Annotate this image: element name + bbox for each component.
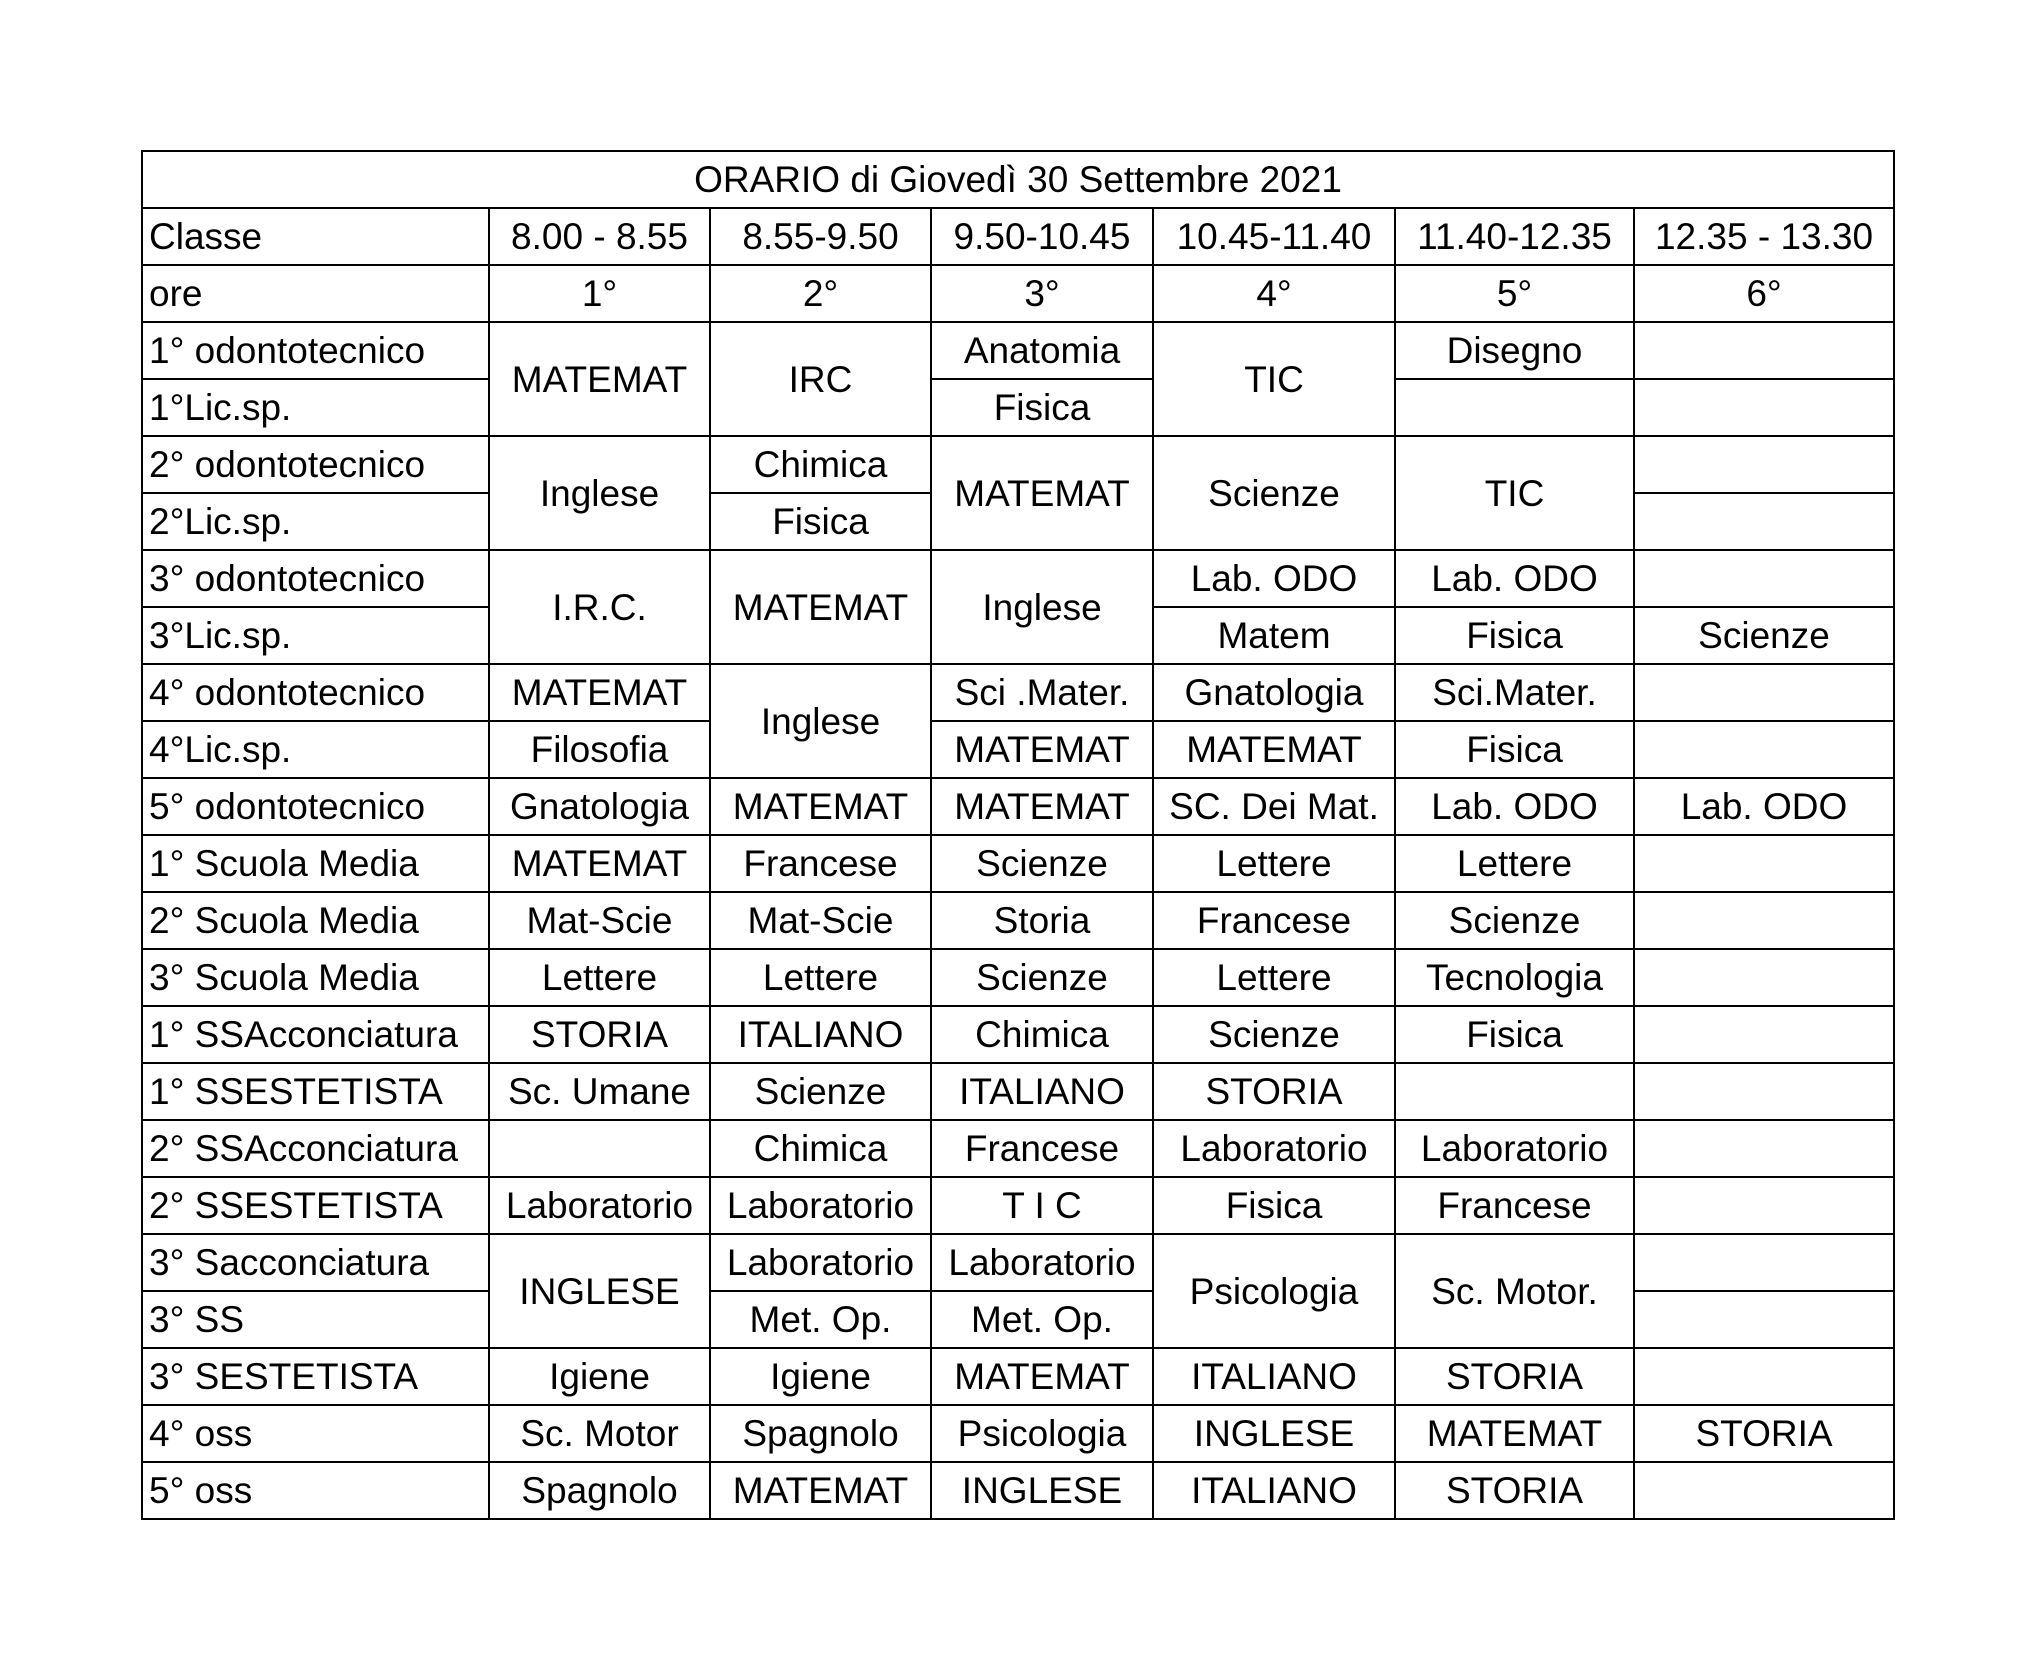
subject-cell: ITALIANO bbox=[931, 1063, 1153, 1120]
class-row bbox=[142, 379, 1894, 436]
subject-cell: Laboratorio bbox=[710, 1177, 931, 1234]
subject-cell: STORIA bbox=[1395, 1462, 1634, 1519]
subject-cell: IRC bbox=[710, 322, 931, 436]
subject-cell: Laboratorio bbox=[1395, 1120, 1634, 1177]
subject-cell bbox=[1634, 1234, 1894, 1291]
subject-cell: ITALIANO bbox=[1153, 1462, 1395, 1519]
subject-cell: ITALIANO bbox=[1153, 1348, 1395, 1405]
subject-cell bbox=[1634, 1120, 1894, 1177]
subject-cell bbox=[1634, 1291, 1894, 1348]
subject-cell: Spagnolo bbox=[710, 1405, 931, 1462]
subject-cell: Sc. Motor bbox=[489, 1405, 710, 1462]
subject-cell: Chimica bbox=[931, 1006, 1153, 1063]
class-row bbox=[142, 322, 1894, 379]
subject-cell bbox=[1395, 1063, 1634, 1120]
subject-cell: ITALIANO bbox=[710, 1006, 931, 1063]
subject-cell bbox=[1634, 1177, 1894, 1234]
hour-number: 1° bbox=[489, 265, 710, 322]
time-slot-header: 10.45-11.40 bbox=[1153, 208, 1395, 265]
subject-cell: Fisica bbox=[1395, 607, 1634, 664]
subject-cell: Disegno bbox=[1395, 322, 1634, 379]
class-name: 3° Scuola Media bbox=[142, 949, 489, 1006]
subject-cell bbox=[1634, 721, 1894, 778]
class-name: 2° odontotecnico bbox=[142, 436, 489, 493]
subject-cell: Scienze bbox=[1153, 436, 1395, 550]
header-row bbox=[142, 208, 1894, 265]
subject-cell: Psicologia bbox=[931, 1405, 1153, 1462]
subject-cell: Sci .Mater. bbox=[931, 664, 1153, 721]
time-slot-header: 11.40-12.35 bbox=[1395, 208, 1634, 265]
subject-cell: MATEMAT bbox=[489, 664, 710, 721]
subject-cell: MATEMAT bbox=[489, 322, 710, 436]
class-column-header: Classe bbox=[142, 208, 489, 265]
class-row bbox=[142, 664, 1894, 721]
subject-cell: Lab. ODO bbox=[1395, 550, 1634, 607]
subject-cell: Gnatologia bbox=[489, 778, 710, 835]
time-slot-header: 8.55-9.50 bbox=[710, 208, 931, 265]
subject-cell: Scienze bbox=[1395, 892, 1634, 949]
hour-row-label: ore bbox=[142, 265, 489, 322]
class-row bbox=[142, 778, 1894, 835]
class-name: 4° oss bbox=[142, 1405, 489, 1462]
subject-cell bbox=[1634, 1063, 1894, 1120]
subject-cell: Mat-Scie bbox=[489, 892, 710, 949]
hour-number: 4° bbox=[1153, 265, 1395, 322]
subject-cell: Laboratorio bbox=[710, 1234, 931, 1291]
page-title: ORARIO di Giovedì 30 Settembre 2021 bbox=[142, 151, 1894, 208]
class-name: 3° Sacconciatura bbox=[142, 1234, 489, 1291]
subject-cell: Fisica bbox=[1153, 1177, 1395, 1234]
subject-cell: Scienze bbox=[931, 949, 1153, 1006]
subject-cell: INGLESE bbox=[1153, 1405, 1395, 1462]
subject-cell: Scienze bbox=[931, 835, 1153, 892]
subject-cell bbox=[1634, 322, 1894, 379]
subject-cell: Inglese bbox=[710, 664, 931, 778]
subject-cell: Lab. ODO bbox=[1395, 778, 1634, 835]
subject-cell: Filosofia bbox=[489, 721, 710, 778]
class-name: 5° odontotecnico bbox=[142, 778, 489, 835]
subject-cell: Chimica bbox=[710, 436, 931, 493]
subject-cell: Fisica bbox=[931, 379, 1153, 436]
subject-cell: MATEMAT bbox=[710, 550, 931, 664]
subject-cell: STORIA bbox=[1395, 1348, 1634, 1405]
title-row bbox=[142, 151, 1894, 208]
subject-cell bbox=[1634, 892, 1894, 949]
subject-cell: MATEMAT bbox=[710, 778, 931, 835]
subject-cell: Lettere bbox=[489, 949, 710, 1006]
hour-number: 6° bbox=[1634, 265, 1894, 322]
subject-cell: Inglese bbox=[489, 436, 710, 550]
subject-cell: Francese bbox=[931, 1120, 1153, 1177]
subject-cell bbox=[1634, 1006, 1894, 1063]
subject-cell: Sc. Umane bbox=[489, 1063, 710, 1120]
class-name: 3° SS bbox=[142, 1291, 489, 1348]
subject-cell: MATEMAT bbox=[710, 1462, 931, 1519]
subject-cell bbox=[1634, 1348, 1894, 1405]
subject-cell: TIC bbox=[1153, 322, 1395, 436]
subject-cell: STORIA bbox=[1153, 1063, 1395, 1120]
subject-cell: Fisica bbox=[710, 493, 931, 550]
subject-cell bbox=[489, 1120, 710, 1177]
class-row bbox=[142, 835, 1894, 892]
subject-cell: STORIA bbox=[489, 1006, 710, 1063]
class-row bbox=[142, 1177, 1894, 1234]
subject-cell: T I C bbox=[931, 1177, 1153, 1234]
subject-cell: Scienze bbox=[1634, 607, 1894, 664]
subject-cell: Sci.Mater. bbox=[1395, 664, 1634, 721]
subject-cell: INGLESE bbox=[489, 1234, 710, 1348]
time-slot-header: 8.00 - 8.55 bbox=[489, 208, 710, 265]
subject-cell: Matem bbox=[1153, 607, 1395, 664]
subject-cell: Laboratorio bbox=[931, 1234, 1153, 1291]
subject-cell bbox=[1634, 493, 1894, 550]
class-row bbox=[142, 1234, 1894, 1291]
subject-cell: Laboratorio bbox=[1153, 1120, 1395, 1177]
class-name: 1° odontotecnico bbox=[142, 322, 489, 379]
subject-cell: INGLESE bbox=[931, 1462, 1153, 1519]
class-name: 3° SESTETISTA bbox=[142, 1348, 489, 1405]
subject-cell: Mat-Scie bbox=[710, 892, 931, 949]
subject-cell: Lettere bbox=[710, 949, 931, 1006]
subject-cell: Igiene bbox=[710, 1348, 931, 1405]
subject-cell: Inglese bbox=[931, 550, 1153, 664]
subject-cell: Sc. Motor. bbox=[1395, 1234, 1634, 1348]
class-name: 2° SSESTETISTA bbox=[142, 1177, 489, 1234]
subject-cell: Scienze bbox=[1153, 1006, 1395, 1063]
time-slot-header: 12.35 - 13.30 bbox=[1634, 208, 1894, 265]
class-row bbox=[142, 436, 1894, 493]
subject-cell: I.R.C. bbox=[489, 550, 710, 664]
subject-cell: STORIA bbox=[1634, 1405, 1894, 1462]
subject-cell bbox=[1634, 379, 1894, 436]
subject-cell: TIC bbox=[1395, 436, 1634, 550]
subject-cell bbox=[1634, 436, 1894, 493]
subject-cell: SC. Dei Mat. bbox=[1153, 778, 1395, 835]
subject-cell: MATEMAT bbox=[931, 721, 1153, 778]
subject-cell: Lettere bbox=[1153, 949, 1395, 1006]
subject-cell: Lab. ODO bbox=[1634, 778, 1894, 835]
subject-cell: Laboratorio bbox=[489, 1177, 710, 1234]
class-name: 2° Scuola Media bbox=[142, 892, 489, 949]
subject-cell: Francese bbox=[1395, 1177, 1634, 1234]
subject-cell: Lettere bbox=[1395, 835, 1634, 892]
class-row bbox=[142, 1006, 1894, 1063]
class-name: 3°Lic.sp. bbox=[142, 607, 489, 664]
subject-cell: Francese bbox=[1153, 892, 1395, 949]
class-row bbox=[142, 1405, 1894, 1462]
subject-cell: MATEMAT bbox=[489, 835, 710, 892]
subject-cell: MATEMAT bbox=[1153, 721, 1395, 778]
class-name: 4° odontotecnico bbox=[142, 664, 489, 721]
class-row bbox=[142, 892, 1894, 949]
class-row bbox=[142, 949, 1894, 1006]
subject-cell: MATEMAT bbox=[1395, 1405, 1634, 1462]
class-row bbox=[142, 1462, 1894, 1519]
subject-cell: Psicologia bbox=[1153, 1234, 1395, 1348]
subject-cell: Francese bbox=[710, 835, 931, 892]
subject-cell: Lettere bbox=[1153, 835, 1395, 892]
subject-cell: Gnatologia bbox=[1153, 664, 1395, 721]
class-name: 2° SSAcconciatura bbox=[142, 1120, 489, 1177]
subject-cell: Met. Op. bbox=[931, 1291, 1153, 1348]
hour-number: 5° bbox=[1395, 265, 1634, 322]
class-row bbox=[142, 1348, 1894, 1405]
subject-cell bbox=[1634, 664, 1894, 721]
class-row bbox=[142, 721, 1894, 778]
class-name: 1° Scuola Media bbox=[142, 835, 489, 892]
subject-cell bbox=[1634, 835, 1894, 892]
class-name: 1° SSESTETISTA bbox=[142, 1063, 489, 1120]
timetable bbox=[141, 150, 1895, 1520]
subject-cell: MATEMAT bbox=[931, 1348, 1153, 1405]
timetable-body bbox=[142, 151, 1894, 1519]
subject-cell: Scienze bbox=[710, 1063, 931, 1120]
subject-cell: Anatomia bbox=[931, 322, 1153, 379]
subject-cell: Storia bbox=[931, 892, 1153, 949]
class-name: 1° SSAcconciatura bbox=[142, 1006, 489, 1063]
subject-cell: Fisica bbox=[1395, 721, 1634, 778]
hour-number: 2° bbox=[710, 265, 931, 322]
subject-cell: MATEMAT bbox=[931, 436, 1153, 550]
subject-cell bbox=[1634, 1462, 1894, 1519]
hour-number-row bbox=[142, 265, 1894, 322]
subject-cell: Spagnolo bbox=[489, 1462, 710, 1519]
subject-cell bbox=[1634, 550, 1894, 607]
subject-cell: Chimica bbox=[710, 1120, 931, 1177]
class-row bbox=[142, 1120, 1894, 1177]
subject-cell: Met. Op. bbox=[710, 1291, 931, 1348]
class-name: 1°Lic.sp. bbox=[142, 379, 489, 436]
class-name: 4°Lic.sp. bbox=[142, 721, 489, 778]
subject-cell: Igiene bbox=[489, 1348, 710, 1405]
subject-cell bbox=[1395, 379, 1634, 436]
class-row bbox=[142, 1063, 1894, 1120]
time-slot-header: 9.50-10.45 bbox=[931, 208, 1153, 265]
class-name: 2°Lic.sp. bbox=[142, 493, 489, 550]
subject-cell: Lab. ODO bbox=[1153, 550, 1395, 607]
subject-cell: Tecnologia bbox=[1395, 949, 1634, 1006]
subject-cell bbox=[1634, 949, 1894, 1006]
class-row bbox=[142, 550, 1894, 607]
class-name: 5° oss bbox=[142, 1462, 489, 1519]
class-name: 3° odontotecnico bbox=[142, 550, 489, 607]
subject-cell: MATEMAT bbox=[931, 778, 1153, 835]
subject-cell: Fisica bbox=[1395, 1006, 1634, 1063]
hour-number: 3° bbox=[931, 265, 1153, 322]
